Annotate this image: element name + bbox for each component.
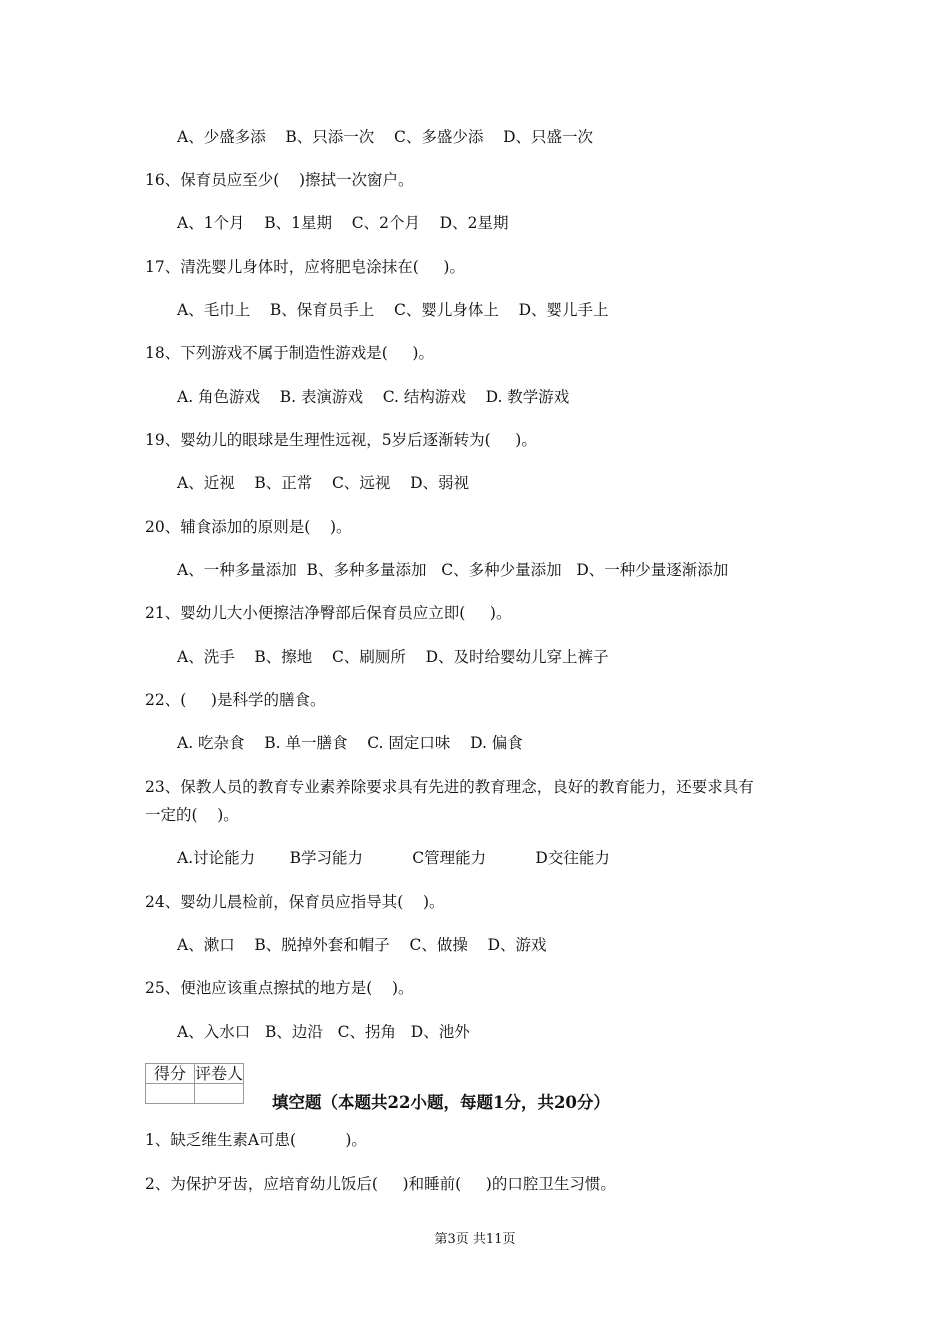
question-text: 16、保育员应至少( )擦拭一次窗户。 (145, 171, 414, 189)
answer-options: A、毛巾上 B、保育员手上 C、婴儿身体上 D、婴儿手上 (177, 301, 609, 319)
question-text: 24、婴幼儿晨检前，保育员应指导其( )。 (145, 893, 445, 911)
score-header: 得分 (146, 1064, 195, 1084)
answer-options: A、近视 B、正常 C、远视 D、弱视 (177, 474, 469, 492)
section-title: 填空题（本题共22小题，每题1分，共20分） (272, 1093, 610, 1112)
answer-options: A、漱口 B、脱掉外套和帽子 C、做操 D、游戏 (177, 936, 547, 954)
question-text: 18、下列游戏不属于制造性游戏是( )。 (145, 344, 434, 362)
answer-options: A.讨论能力 B学习能力 C管理能力 D交往能力 (177, 849, 610, 867)
question-text: 19、婴幼儿的眼球是生理性远视，5岁后逐渐转为( )。 (145, 431, 537, 449)
grader-header: 评卷人 (195, 1064, 244, 1083)
answer-options: A、1个月 B、1星期 C、2个月 D、2星期 (177, 214, 509, 232)
grader-cell (195, 1084, 244, 1104)
question-text: 25、便池应该重点擦拭的地方是( )。 (145, 979, 414, 997)
answer-options: A、洗手 B、擦地 C、刷厕所 D、及时给婴幼儿穿上裤子 (177, 648, 609, 666)
question-text: 23、保教人员的教育专业素养除要求具有先进的教育理念，良好的教育能力，还要求具有 (145, 778, 754, 796)
question-text: 22、( )是科学的膳食。 (145, 691, 326, 709)
score-table (145, 1063, 244, 1104)
question-text: 21、婴幼儿大小便擦洁净臀部后保育员应立即( )。 (145, 604, 512, 622)
answer-options: A、少盛多添 B、只添一次 C、多盛少添 D、只盛一次 (177, 128, 593, 146)
question-text: 1、缺乏维生素A可患( )。 (145, 1131, 367, 1149)
score-cell (146, 1084, 195, 1104)
answer-options: A. 吃杂食 B. 单一膳食 C. 固定口味 D. 偏食 (177, 734, 523, 752)
question-text: 17、清洗婴儿身体时，应将肥皂涂抹在( )。 (145, 258, 465, 276)
page-footer: 第3页 共11页 (434, 1232, 516, 1247)
question-text: 一定的( )。 (145, 806, 239, 824)
question-text: 20、辅食添加的原则是( )。 (145, 518, 352, 536)
question-text: 2、为保护牙齿，应培育幼儿饭后( )和睡前( )的口腔卫生习惯。 (145, 1175, 616, 1193)
answer-options: A. 角色游戏 B. 表演游戏 C. 结构游戏 D. 教学游戏 (177, 388, 570, 406)
answer-options: A、一种多量添加 B、多种多量添加 C、多种少量添加 D、一种少量逐渐添加 (177, 561, 729, 579)
answer-options: A、入水口 B、边沿 C、拐角 D、池外 (177, 1023, 470, 1041)
